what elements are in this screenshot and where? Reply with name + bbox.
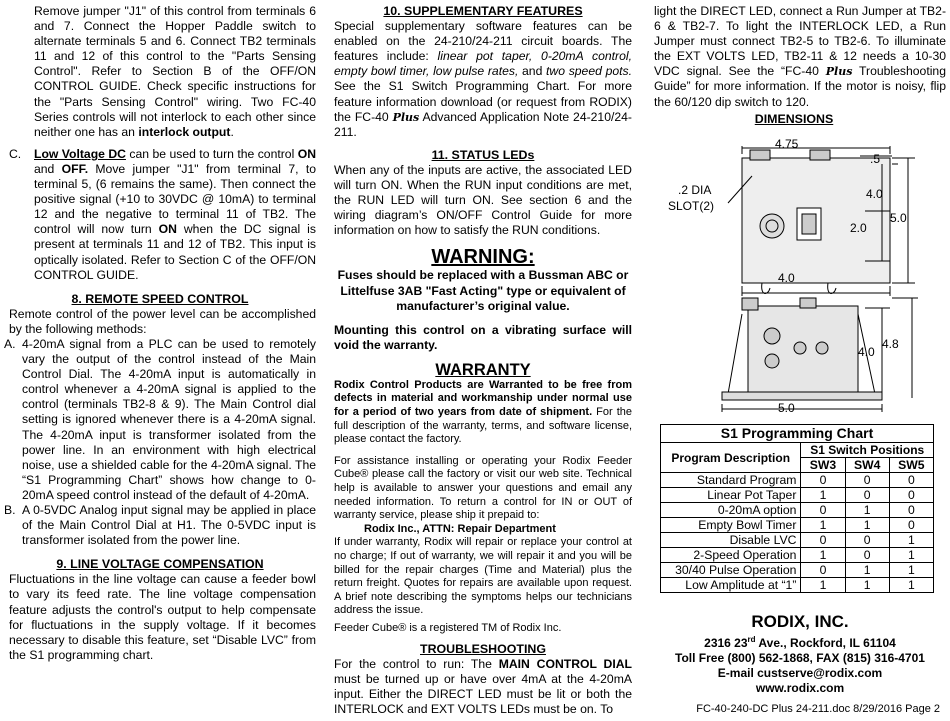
company-web: www.rodix.com	[755, 681, 845, 695]
troubleshooting-continued: light the DIRECT LED, connect a Run Jumper at TB2-6 & TB2-7. To light the INTERLOCK LED, a Run Jumper must connect TB2-5 to TB2-6. To illuminate the EXT VOLTS LED, TB2-11 & 12 needs a 10-30 VDC signal. See the “FC-40 Plus Troubleshooting Guide” for more information. If the motor is noisy, flip the 60/120 dip switch to 120.	[654, 4, 946, 109]
section-8-intro: Remote control of the power level can be accomplished by the following methods:	[9, 306, 316, 336]
column-middle	[334, 0, 632, 717]
dimensions-drawing	[660, 136, 930, 416]
chart-row-desc: 30/40 Pulse Operation	[661, 563, 801, 578]
dim-w40: 4.0	[778, 271, 795, 285]
dim-h50: 5.0	[890, 211, 907, 225]
item-8b: B. A 0-5VDC Analog input signal may be applied in place of the Main Control Dial at H1. The 0-5VDC input is transformer isolated from the power line.	[4, 503, 316, 548]
chart-cell: 1	[845, 578, 889, 593]
chart-cell: 0	[801, 473, 845, 488]
dim-slot: .2 DIA	[678, 183, 712, 197]
chart-cell: 0	[845, 488, 889, 503]
section-9-heading: 9. LINE VOLTAGE COMPENSATION	[56, 557, 264, 572]
item-c: C. Low Voltage DC can be used to turn the control ON and OFF. Move jumper "J1" from terminal 7, to terminal 5, (6 remains the same). Then connect the positive signal (+10 to 30VDC @ 10mA) to terminal 12 and the negative to terminal 11 of TB2. The control will now turn ON when the DC signal is present at terminals 11 and 12 of TB2. This input is optically isolated. Refer to Section C of the OFF/ON CONTROL GUIDE.	[9, 146, 316, 282]
sw5-header: SW5	[889, 458, 933, 473]
troubleshooting-body: For the control to run: The MAIN CONTROL DIAL must be turned up or have over 4mA at the 4-20mA input. Either the DIRECT LED must be lit or both the INTERLOCK and EXT VOLTS LEDs must be on. To	[334, 656, 632, 716]
chart-row	[661, 533, 934, 548]
chart-row-desc: 2-Speed Operation	[661, 548, 801, 563]
plus-logo: Plus	[825, 65, 853, 79]
chart-row-desc: Standard Program	[661, 473, 801, 488]
chart-row	[661, 578, 934, 593]
chart-cell: 1	[889, 548, 933, 563]
troubleshooting-heading: TROUBLESHOOTING	[420, 641, 546, 656]
dim-slot2: SLOT(2)	[668, 199, 715, 213]
dim-side-w50: 5.0	[778, 401, 795, 415]
company-email: E-mail custserve@rodix.com	[717, 666, 883, 680]
col-desc-header: Program Description	[661, 443, 801, 473]
chart-row-desc: Disable LVC	[661, 533, 801, 548]
chart-row-desc: 0-20mA option	[661, 503, 801, 518]
chart-cell: 0	[801, 563, 845, 578]
chart-cell: 0	[889, 473, 933, 488]
company-block	[660, 612, 940, 716]
trademark-note: Feeder Cube® is a registered TM of Rodix Inc.	[334, 621, 562, 634]
dimensions-heading: DIMENSIONS	[754, 111, 834, 126]
chart-row	[661, 503, 934, 518]
warning-heading: WARNING:	[431, 246, 535, 269]
section-9-body: Fluctuations in the line voltage can cause a feeder bowl to vary its feed rate. The line voltage compensation feature adjusts the control's output to help compensate for fluctuations in the supply voltage. If it becomes necessary to disable this feature, set “Disable LVC” from the S1 programming chart.	[9, 572, 316, 662]
intro-paragraph: Remove jumper "J1" of this control from terminals 6 and 7. Connect the Hopper Paddle switch to alternate terminals 5 and 6. Connect TB2 terminals 11 and 12 of this control to the "Parts Sensing Control". Refer to Section B of the OFF/ON CONTROL GUIDE. Check specific instructions for the "Parts Sensing Control" wiring. Two FC-40 Series controls will not interlock to each other since neither one has an interlock output.	[34, 4, 316, 139]
chart-row	[661, 473, 934, 488]
chart-row	[661, 548, 934, 563]
company-address: 2316 23rd Ave., Rockford, IL 61104	[704, 635, 896, 650]
dim-side-h40: 4.0	[858, 345, 875, 359]
chart-cell: 1	[845, 518, 889, 533]
repair-paragraph: If under warranty, Rodix will repair or replace your control at no charge; If out of warranty, we will repair it and you will be billed for the repair charges (Time and Material) plus the return freight. Quotes for repairs are available upon request. A brief note describing the symptoms helps our technicians address the issue.	[334, 536, 632, 617]
sw3-header: SW3	[801, 458, 845, 473]
chart-cell: 1	[845, 503, 889, 518]
chart-row-desc: Empty Bowl Timer	[661, 518, 801, 533]
assist-paragraph: For assistance installing or operating your Rodix Feeder Cube® please call the factory or visit our web site. Technical help is available to answer your questions and email any needed information. To return a control for IN or OUT of warranty service, please ship it prepaid to:	[334, 454, 632, 522]
section-11-heading: 11. STATUS LEDs	[431, 147, 535, 162]
chart-cell: 0	[889, 488, 933, 503]
chart-row	[661, 563, 934, 578]
sw4-header: SW4	[845, 458, 889, 473]
section-8-heading: 8. REMOTE SPEED CONTROL	[71, 291, 249, 306]
chart-cell: 1	[845, 563, 889, 578]
chart-cell: 0	[889, 503, 933, 518]
ship-to: Rodix Inc., ATTN: Repair Department	[364, 522, 556, 535]
footer: FC-40-240-DC Plus 24-211.doc 8/29/2016 Page 2	[696, 703, 940, 715]
dim-side-h48: 4.8	[882, 337, 899, 351]
chart-cell: 0	[801, 533, 845, 548]
column-right	[642, 0, 946, 127]
chart-cell: 0	[845, 533, 889, 548]
warranty-body: Rodix Control Products are Warranted to be free from defects in material and workmanship under normal use for a period of two years from date of shipment. For the full description of the warranty, terms, and software license, please contact the factory.	[334, 378, 632, 446]
chart-cell: 1	[889, 578, 933, 593]
chart-cell: 0	[845, 548, 889, 563]
chart-row	[661, 518, 934, 533]
warning-mount: Mounting this control on a vibrating surface will void the warranty.	[334, 322, 632, 352]
dim-h20: 2.0	[850, 221, 867, 235]
chart-row-desc: Low Amplitude at “1”	[661, 578, 801, 593]
chart-cell: 1	[801, 518, 845, 533]
col-pos-header: S1 Switch Positions	[801, 443, 934, 458]
chart-cell: 0	[801, 503, 845, 518]
control-knob-icon	[760, 214, 784, 238]
company-phone: Toll Free (800) 562-1868, FAX (815) 316-4701	[675, 651, 925, 665]
chart-row-desc: Linear Pot Taper	[661, 488, 801, 503]
item-8a: A. 4-20mA signal from a PLC can be used to remotely vary the output of the control instead of the Main Control Dial. The 4-20mA input is automatically in control whenever a 4-20mA signal is applied to the control (terminals TB2-8 & 9). The Main Control dial setting is ignored whenever there is a 4-20mA signal. The 4-20mA input is transformer isolated from the power line. In an environment with high electrical noise, use a shielded cable for the 4-20mA signal. The “S1 Programming Chart” shows how change to 0-20mA speed control instead of the default of 4-20mA.	[4, 336, 316, 502]
warning-fuse: Fuses should be replaced with a Bussman ABC or Littelfuse 3AB "Fast Acting" type or equivalent of manufacturer’s original value.	[337, 268, 629, 313]
company-name: RODIX, INC.	[751, 612, 849, 631]
chart-cell: 1	[801, 488, 845, 503]
s1-programming-chart	[660, 424, 934, 593]
dim-top-width: 4.75	[775, 137, 799, 151]
warranty-heading: WARRANTY	[435, 360, 531, 379]
chart-row	[661, 488, 934, 503]
section-11-body: When any of the inputs are active, the associated LED will turn ON. When the RUN input conditions are met, the RUN LED will turn ON. See section 6 and the wiring diagram’s ON/OFF Control Guide for more information on how to satisfy the RUN conditions.	[334, 162, 632, 238]
chart-cell: 0	[845, 473, 889, 488]
chart-cell: 1	[801, 578, 845, 593]
section-10-body: Special supplementary software features can be enabled on the 24-210/24-211 circuit boards. The features include: linear pot taper, 0-20mA control, empty bowl timer, low pulse rates, and two speed pots. See the S1 Switch Programming Chart. For more feature information download (or request from RODIX) the FC-40 Plus Advanced Application Note 24-210/24-211.	[334, 19, 632, 139]
dim-half: .5	[870, 152, 881, 166]
chart-title: S1 Programming Chart	[661, 425, 934, 443]
chart-cell: 0	[889, 518, 933, 533]
chart-cell: 1	[889, 533, 933, 548]
chart-cell: 1	[801, 548, 845, 563]
plus-logo: Plus	[392, 110, 420, 124]
section-10-heading: 10. SUPPLEMENTARY FEATURES	[383, 4, 583, 18]
column-left	[4, 0, 316, 663]
dim-h40: 4.0	[866, 187, 883, 201]
chart-cell: 1	[889, 563, 933, 578]
